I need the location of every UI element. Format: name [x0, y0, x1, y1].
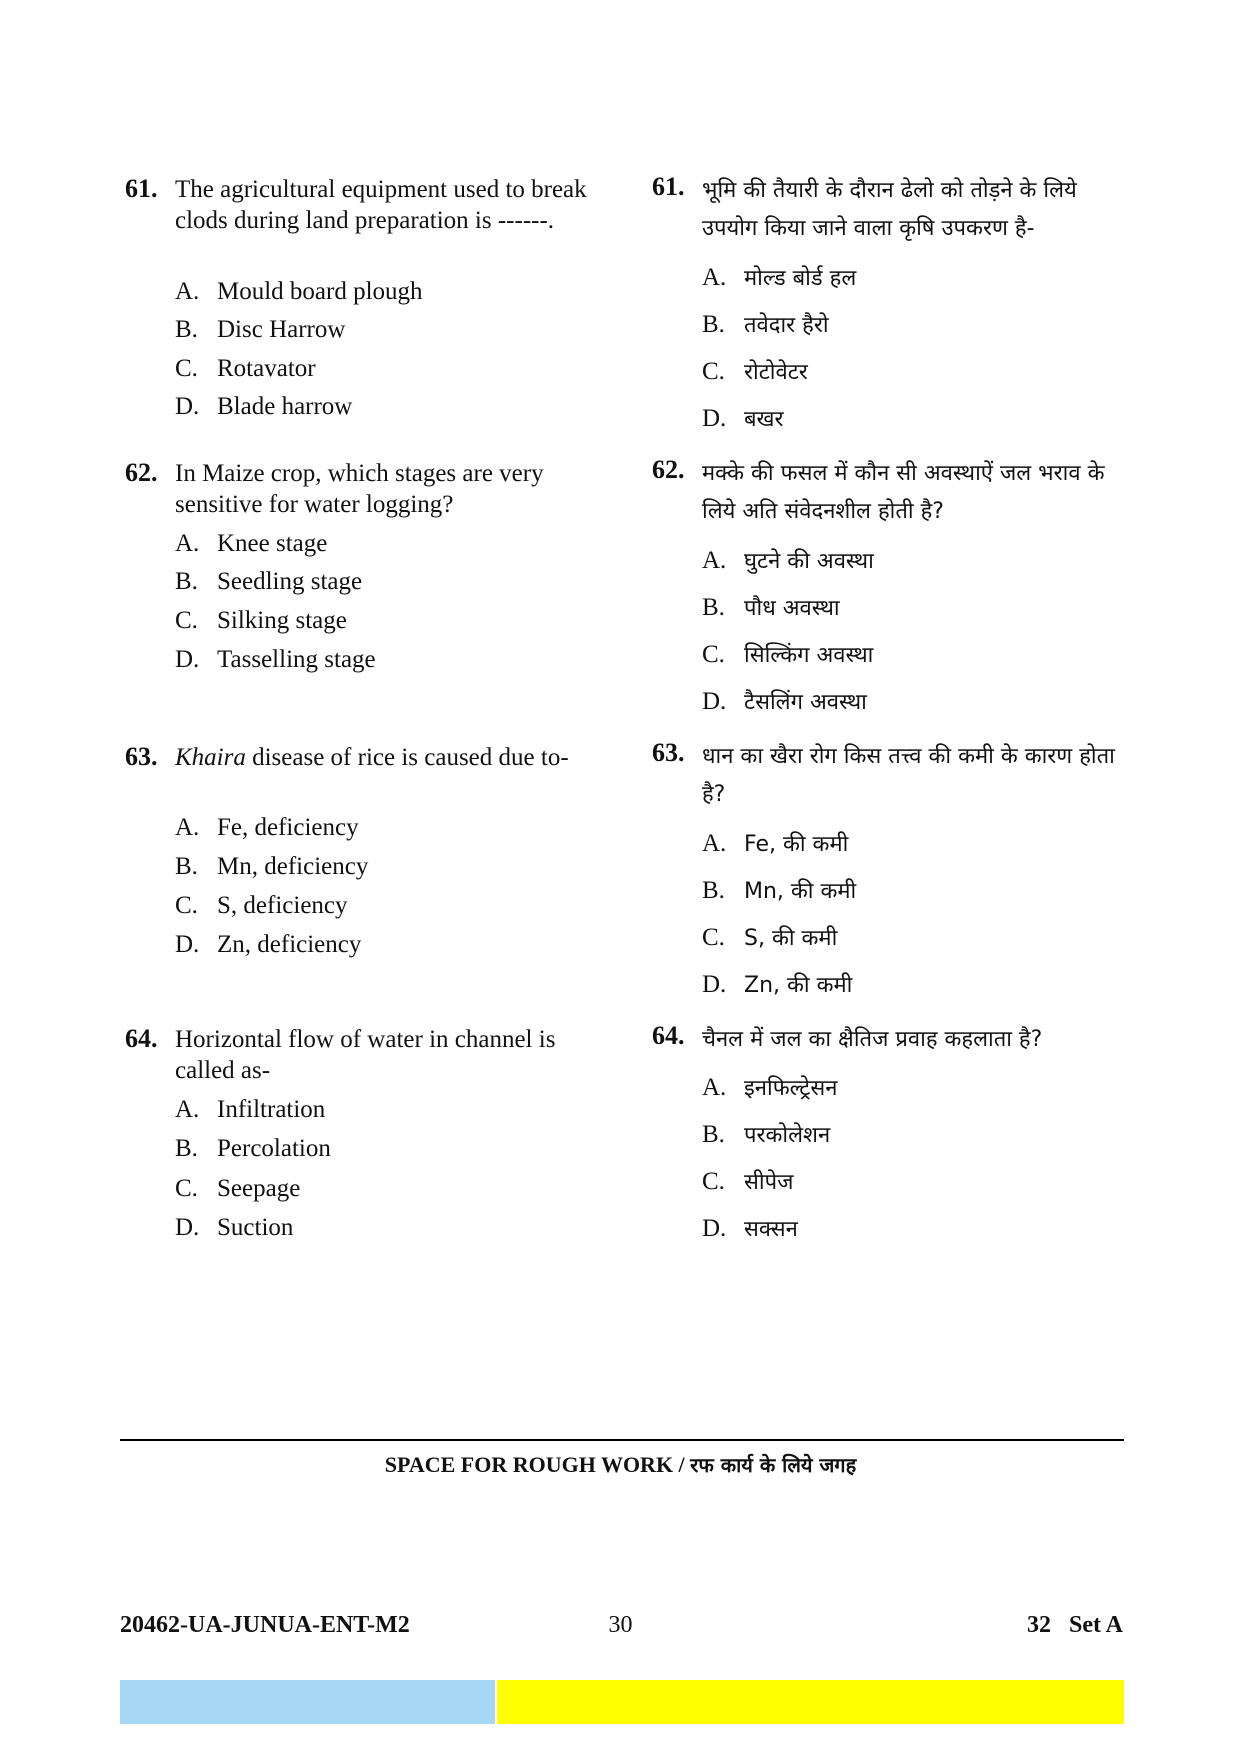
option-text: Disc Harrow [217, 316, 346, 343]
option-a [702, 828, 848, 858]
option-d [175, 646, 376, 674]
option-letter: A. [702, 830, 727, 857]
option-letter: C. [175, 355, 198, 382]
question-64-hi [652, 1021, 1132, 1242]
question-62-hi [652, 455, 1132, 715]
option-text: Suction [217, 1214, 294, 1241]
option-letter: A. [175, 278, 200, 305]
question-text: The agricultural equipment used to break clods during land preparation is ------. [175, 176, 587, 234]
option-letter: C. [175, 607, 198, 634]
option-c [702, 922, 837, 952]
disease-name: Khaira [175, 744, 246, 771]
question-text: भूमि की तैयारी के दौरान ढेलो को तोड़ने के लिये उपयोग किया जाने वाला कृषि उपकरण है- [702, 178, 1077, 241]
option-letter: B. [702, 311, 725, 338]
option-text: पौध अवस्था [744, 596, 840, 621]
option-b [702, 309, 829, 339]
option-text: परकोलेशन [744, 1123, 831, 1148]
option-text: Mn, की कमी [744, 879, 857, 904]
option-c [702, 639, 873, 669]
option-letter: B. [175, 853, 198, 880]
option-text: बखर [744, 407, 784, 432]
option-letter: D. [175, 393, 200, 420]
option-text: Infiltration [217, 1096, 326, 1123]
option-letter: D. [175, 1214, 200, 1241]
question-61-en [125, 174, 615, 420]
option-d [702, 969, 852, 999]
option-d [175, 393, 352, 421]
option-b [175, 853, 368, 881]
question-number: 62. [652, 455, 685, 484]
option-letter: D. [175, 646, 200, 673]
option-letter: A. [702, 547, 727, 574]
option-c [175, 607, 347, 635]
question-text: चैनल में जल का क्षैतिज प्रवाह कहलाता है? [702, 1027, 1043, 1052]
option-letter: B. [175, 316, 198, 343]
option-letter: D. [702, 405, 727, 432]
question-number: 61. [125, 174, 158, 203]
option-letter: A. [175, 1096, 200, 1123]
question-63-en [125, 742, 615, 958]
option-text: Percolation [217, 1135, 331, 1162]
option-letter: B. [702, 1121, 725, 1148]
option-c [175, 892, 348, 920]
rough-work-label-en: SPACE FOR ROUGH WORK / [384, 1452, 691, 1477]
option-letter: C. [702, 641, 725, 668]
paper-code: 20462-UA-JUNUA-ENT-M2 [120, 1612, 410, 1638]
option-text: Tasselling stage [217, 646, 376, 673]
option-c [702, 1166, 793, 1196]
option-c [702, 356, 808, 386]
option-text: Zn, deficiency [217, 931, 362, 958]
option-letter: A. [702, 1074, 727, 1101]
option-b [702, 592, 840, 622]
option-text: S, deficiency [217, 892, 348, 919]
option-b [702, 1119, 830, 1149]
footer-bar-blue [120, 1680, 495, 1724]
option-a [175, 1096, 325, 1124]
option-text: Zn, की कमी [744, 973, 853, 998]
option-d [175, 931, 361, 959]
option-text: सक्सन [744, 1217, 798, 1242]
option-text: S, की कमी [744, 926, 838, 951]
question-63-hi [652, 738, 1132, 998]
question-text: In Maize crop, which stages are very sensitive for water logging? [175, 460, 544, 518]
rough-work-label-hi: रफ कार्य के लिये जगह [690, 1453, 857, 1477]
option-text: Seepage [217, 1175, 301, 1202]
option-letter: A. [175, 530, 200, 557]
option-text: तवेदार हैरो [744, 313, 829, 338]
option-letter: C. [702, 924, 725, 951]
question-number: 64. [125, 1024, 158, 1053]
option-letter: D. [702, 1215, 727, 1242]
option-text: Seedling stage [217, 568, 363, 595]
option-text: Mn, deficiency [217, 853, 369, 880]
option-text: Blade harrow [217, 393, 353, 420]
option-a [702, 545, 874, 575]
question-text: Horizontal flow of water in channel is called as- [175, 1026, 556, 1084]
option-letter: A. [702, 264, 727, 291]
option-text: Fe, की कमी [744, 832, 849, 857]
option-text: Rotavator [217, 355, 316, 382]
option-a [175, 814, 359, 842]
option-letter: C. [175, 1175, 198, 1202]
option-c [175, 355, 316, 383]
page-number: 30 [608, 1612, 633, 1638]
option-letter: A. [175, 814, 200, 841]
option-text: घुटने की अवस्था [744, 549, 874, 574]
option-text: सिल्किंग अवस्था [744, 643, 874, 668]
option-b [175, 316, 345, 344]
option-letter: B. [702, 877, 725, 904]
option-letter: C. [702, 358, 725, 385]
question-61-hi [652, 172, 1132, 432]
option-b [175, 1135, 331, 1163]
question-62-en [125, 458, 615, 673]
question-text-rest: disease of rice is caused due to- [245, 744, 569, 771]
option-text: Mould board plough [217, 278, 423, 305]
question-number: 63. [125, 742, 158, 771]
option-text: टैसलिंग अवस्था [744, 690, 867, 715]
question-text: मक्के की फसल में कौन सी अवस्थाऐं जल भराव के लिये अति संवेदनशील होती है? [702, 461, 1105, 524]
option-a [175, 278, 423, 306]
question-number: 62. [125, 458, 158, 487]
rough-work-divider [120, 1439, 1124, 1441]
footer-bar-yellow [497, 1680, 1124, 1724]
option-letter: D. [702, 971, 727, 998]
option-a [175, 530, 327, 558]
option-text: Knee stage [217, 530, 328, 557]
option-letter: B. [175, 568, 198, 595]
option-text: मोल्ड बोर्ड हल [744, 266, 857, 291]
option-letter: B. [175, 1135, 198, 1162]
option-text: इनफिल्ट्रेसन [744, 1076, 838, 1101]
option-letter: C. [175, 892, 198, 919]
option-letter: D. [702, 688, 727, 715]
option-d [702, 1213, 798, 1243]
option-a [702, 262, 856, 292]
set-label: 32 Set A [1027, 1612, 1123, 1638]
option-d [702, 686, 867, 716]
question-number: 63. [652, 738, 685, 767]
option-text: Silking stage [217, 607, 347, 634]
option-c [175, 1175, 300, 1203]
option-letter: B. [702, 594, 725, 621]
question-text: धान का खैरा रोग किस तत्त्व की कमी के कारण होता है? [702, 744, 1115, 807]
option-d [702, 403, 784, 433]
option-d [175, 1214, 293, 1242]
question-number: 61. [652, 172, 685, 201]
question-64-en [125, 1024, 615, 1241]
option-text: Fe, deficiency [217, 814, 359, 841]
question-number: 64. [652, 1021, 685, 1050]
option-b [702, 875, 856, 905]
option-text: सीपेज [744, 1170, 794, 1195]
rough-work-label [0, 1451, 1241, 1478]
option-letter: C. [702, 1168, 725, 1195]
option-letter: D. [175, 931, 200, 958]
option-b [175, 568, 362, 596]
question-text [175, 742, 615, 773]
option-text: रोटोवेटर [744, 360, 808, 385]
option-a [702, 1072, 837, 1102]
